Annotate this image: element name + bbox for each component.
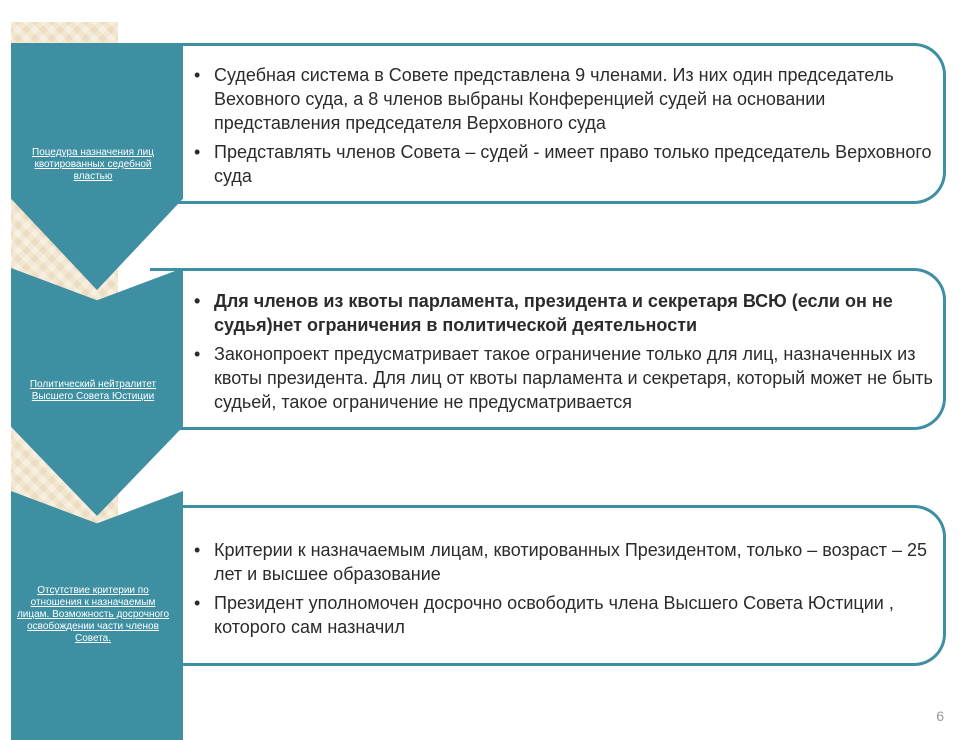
bullet-icon: • [194,593,201,613]
row-1-bullet-1: • Судебная система в Совете представлена 9 членами. Из них один председатель Вехoвного суда, а 8 членов выбраны Конференцией судей на основании представления председателя Верховного суда [194,65,894,133]
bullet-icon: • [194,65,201,85]
row-2-bullets [194,289,939,419]
row-2-bullet-1: • Для членов из квоты парламента, президента и секретаря ВСЮ (если он не судья)нет ограничения в политической деятельности [194,291,893,335]
row-1-label[interactable]: Поцедура назначения лиц квотированных седебной властью [32,147,154,182]
row-2-label[interactable]: Политический нейтралитет Высшего Совета Юстиции [29,379,157,402]
bullet-icon: • [194,291,201,311]
row-3-bullet-1: • Критерии к назначаемым лицам, квотированных Президентом, только – возраст – 25 лет и высшее образование [194,540,927,584]
row-2-bullet-2: • Законопроект предусматривает такое ограничение только для лиц, назначенных из квоты президента. Для лиц от квоты парламента и секретаря, который может не быть судьей, такое ограничение не предусматривается [194,344,933,412]
bullet-icon: • [194,344,201,364]
row-3-label[interactable]: Отсутствие критерии по отношения к назначаемым лицам. Возможность досрочного освобождении части членов Совета. [16,585,170,644]
bullet-icon: • [194,540,201,560]
row-1-bullets [194,63,939,193]
row-3-bullets [194,538,939,644]
bullet-icon: • [194,142,201,162]
row-1-bullet-2: • Представлять членов Совета – судей - имеет право только председатель Верховного суда [194,142,932,186]
row-3-bullet-2: • Президент уполномочен досрочно освободить члена Высшего Совета Юстиции , которого сам назначил [194,593,894,637]
page-number: 6 [936,708,944,724]
